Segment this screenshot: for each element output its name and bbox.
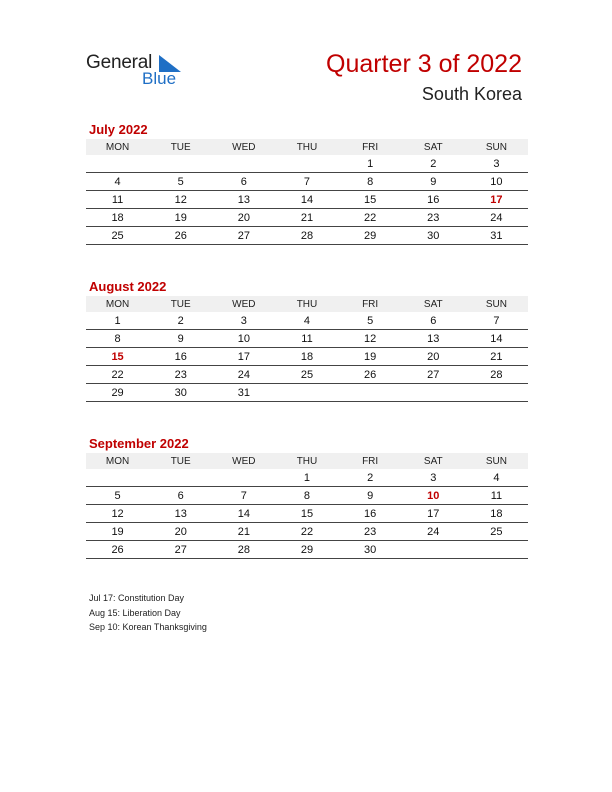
day-cell: 25 (275, 366, 338, 384)
week-row (86, 541, 528, 559)
weekday-label: WED (212, 296, 275, 312)
month-august (86, 278, 528, 402)
week-row (86, 505, 528, 523)
day-cell: 12 (86, 505, 149, 523)
day-cell: 1 (339, 155, 402, 173)
day-cell: 24 (465, 209, 528, 227)
day-cell: 28 (212, 541, 275, 559)
weekday-header-row (86, 296, 528, 312)
day-cell: 19 (339, 348, 402, 366)
weekday-label: MON (86, 139, 149, 155)
day-cell: 14 (465, 330, 528, 348)
week-rows (86, 469, 528, 559)
holiday-day-cell: 10 (402, 487, 465, 505)
day-cell: 12 (339, 330, 402, 348)
empty-day-cell (212, 155, 275, 173)
day-cell: 1 (86, 312, 149, 330)
month-title: September 2022 (89, 436, 189, 451)
day-cell: 16 (339, 505, 402, 523)
month-july (86, 121, 528, 245)
week-row (86, 191, 528, 209)
day-cell: 29 (275, 541, 338, 559)
day-cell: 27 (149, 541, 212, 559)
week-row (86, 366, 528, 384)
day-cell: 23 (339, 523, 402, 541)
week-row (86, 523, 528, 541)
weekday-label: TUE (149, 453, 212, 469)
weekday-header-row (86, 139, 528, 155)
day-cell: 2 (402, 155, 465, 173)
empty-day-cell (86, 155, 149, 173)
logo-blue-text: Blue (142, 69, 177, 88)
logo-general-text: General (86, 52, 153, 73)
day-cell: 11 (86, 191, 149, 209)
day-cell: 3 (402, 469, 465, 487)
weekday-label: FRI (339, 296, 402, 312)
holiday-notes (89, 591, 207, 635)
empty-day-cell (465, 541, 528, 559)
day-cell: 10 (212, 330, 275, 348)
day-cell: 21 (275, 209, 338, 227)
day-cell: 7 (212, 487, 275, 505)
day-cell: 25 (465, 523, 528, 541)
day-cell: 29 (86, 384, 149, 402)
week-row (86, 330, 528, 348)
day-cell: 7 (465, 312, 528, 330)
day-cell: 14 (212, 505, 275, 523)
day-cell: 21 (465, 348, 528, 366)
weekday-label: THU (275, 139, 338, 155)
day-cell: 18 (275, 348, 338, 366)
day-cell: 16 (402, 191, 465, 209)
weekday-label: SUN (465, 453, 528, 469)
day-cell: 29 (339, 227, 402, 245)
empty-day-cell (465, 384, 528, 402)
empty-day-cell (149, 155, 212, 173)
day-cell: 5 (86, 487, 149, 505)
weekday-label: FRI (339, 139, 402, 155)
day-cell: 23 (402, 209, 465, 227)
day-cell: 11 (275, 330, 338, 348)
holiday-note: Aug 15: Liberation Day (89, 607, 181, 618)
day-cell: 26 (86, 541, 149, 559)
weekday-label: SAT (402, 453, 465, 469)
week-row (86, 173, 528, 191)
day-cell: 4 (465, 469, 528, 487)
day-cell: 3 (465, 155, 528, 173)
day-cell: 28 (465, 366, 528, 384)
day-cell: 30 (149, 384, 212, 402)
holiday-day-cell: 15 (86, 348, 149, 366)
day-cell: 24 (402, 523, 465, 541)
empty-day-cell (212, 469, 275, 487)
day-cell: 31 (212, 384, 275, 402)
day-cell: 8 (86, 330, 149, 348)
weekday-label: SAT (402, 139, 465, 155)
day-cell: 12 (149, 191, 212, 209)
day-cell: 27 (212, 227, 275, 245)
day-cell: 10 (465, 173, 528, 191)
day-cell: 5 (149, 173, 212, 191)
day-cell: 2 (149, 312, 212, 330)
day-cell: 25 (86, 227, 149, 245)
day-cell: 4 (86, 173, 149, 191)
day-cell: 7 (275, 173, 338, 191)
day-cell: 18 (465, 505, 528, 523)
day-cell: 16 (149, 348, 212, 366)
weekday-label: MON (86, 296, 149, 312)
day-cell: 6 (212, 173, 275, 191)
day-cell: 21 (212, 523, 275, 541)
weekday-label: SUN (465, 139, 528, 155)
day-cell: 22 (86, 366, 149, 384)
day-cell: 18 (86, 209, 149, 227)
day-cell: 6 (402, 312, 465, 330)
empty-day-cell (275, 384, 338, 402)
day-cell: 20 (212, 209, 275, 227)
week-row (86, 469, 528, 487)
week-row (86, 209, 528, 227)
day-cell: 19 (149, 209, 212, 227)
weekday-label: SUN (465, 296, 528, 312)
day-cell: 3 (212, 312, 275, 330)
holiday-note: Jul 17: Constitution Day (89, 593, 185, 603)
day-cell: 2 (339, 469, 402, 487)
day-cell: 26 (339, 366, 402, 384)
day-cell: 17 (402, 505, 465, 523)
empty-day-cell (402, 384, 465, 402)
weekday-label: MON (86, 453, 149, 469)
generalblue-logo (86, 52, 196, 92)
day-cell: 22 (339, 209, 402, 227)
weekday-header-row (86, 453, 528, 469)
day-cell: 8 (275, 487, 338, 505)
day-cell: 24 (212, 366, 275, 384)
calendar-grid (86, 296, 528, 402)
day-cell: 8 (339, 173, 402, 191)
empty-day-cell (86, 469, 149, 487)
day-cell: 30 (402, 227, 465, 245)
day-cell: 27 (402, 366, 465, 384)
week-row (86, 384, 528, 402)
day-cell: 13 (149, 505, 212, 523)
weekday-label: THU (275, 453, 338, 469)
month-title: August 2022 (89, 279, 167, 294)
day-cell: 4 (275, 312, 338, 330)
day-cell: 20 (402, 348, 465, 366)
week-row (86, 227, 528, 245)
day-cell: 23 (149, 366, 212, 384)
day-cell: 13 (212, 191, 275, 209)
month-title: July 2022 (89, 122, 148, 137)
weekday-label: WED (212, 453, 275, 469)
month-september (86, 435, 528, 559)
day-cell: 15 (339, 191, 402, 209)
week-row (86, 312, 528, 330)
day-cell: 6 (149, 487, 212, 505)
weekday-label: FRI (339, 453, 402, 469)
empty-day-cell (149, 469, 212, 487)
week-row (86, 487, 528, 505)
day-cell: 5 (339, 312, 402, 330)
calendar-grid (86, 453, 528, 559)
week-row (86, 348, 528, 366)
week-rows (86, 155, 528, 245)
weekday-label: TUE (149, 139, 212, 155)
day-cell: 26 (149, 227, 212, 245)
page-title: Quarter 3 of 2022 (326, 50, 522, 78)
holiday-note: Sep 10: Korean Thanksgiving (89, 622, 207, 632)
day-cell: 22 (275, 523, 338, 541)
day-cell: 20 (149, 523, 212, 541)
holiday-day-cell: 17 (465, 191, 528, 209)
day-cell: 28 (275, 227, 338, 245)
empty-day-cell (339, 384, 402, 402)
day-cell: 9 (402, 173, 465, 191)
empty-day-cell (275, 155, 338, 173)
day-cell: 30 (339, 541, 402, 559)
day-cell: 17 (212, 348, 275, 366)
empty-day-cell (402, 541, 465, 559)
weekday-label: WED (212, 139, 275, 155)
weekday-label: THU (275, 296, 338, 312)
day-cell: 1 (275, 469, 338, 487)
country-name: South Korea (421, 84, 522, 104)
day-cell: 19 (86, 523, 149, 541)
calendar-grid (86, 139, 528, 245)
day-cell: 15 (275, 505, 338, 523)
day-cell: 9 (339, 487, 402, 505)
week-rows (86, 312, 528, 402)
week-row (86, 155, 528, 173)
weekday-label: TUE (149, 296, 212, 312)
weekday-label: SAT (402, 296, 465, 312)
day-cell: 11 (465, 487, 528, 505)
day-cell: 14 (275, 191, 338, 209)
day-cell: 31 (465, 227, 528, 245)
day-cell: 9 (149, 330, 212, 348)
day-cell: 13 (402, 330, 465, 348)
